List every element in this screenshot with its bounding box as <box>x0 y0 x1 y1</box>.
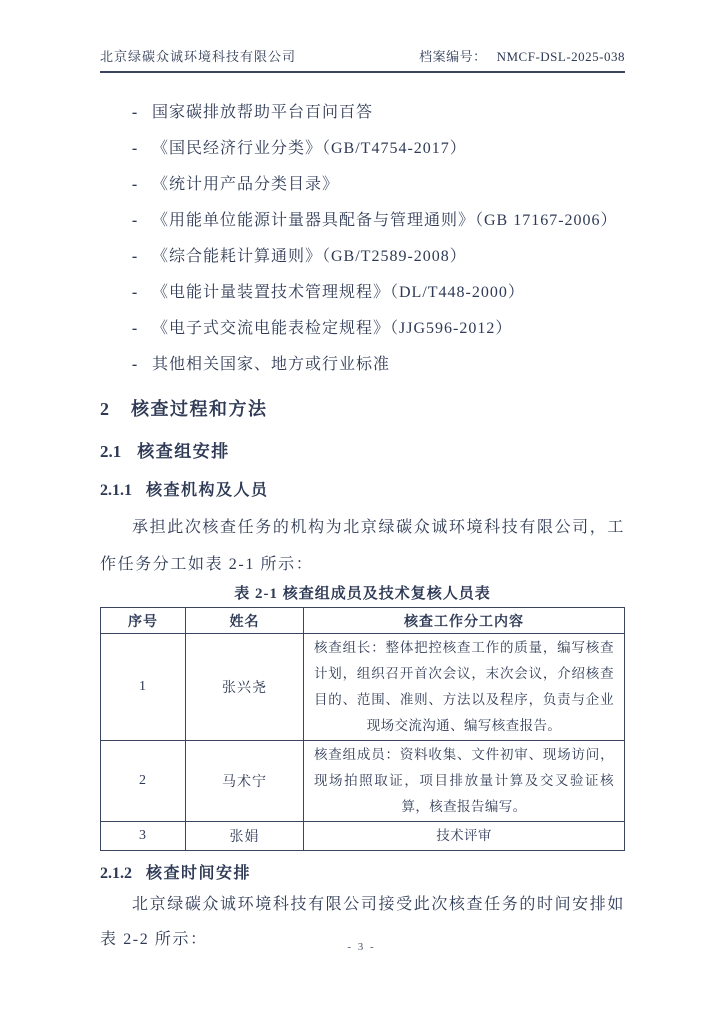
archive-number: NMCF-DSL-2025-038 <box>496 49 625 64</box>
dash-bullet: - <box>131 320 139 337</box>
column-header-name: 姓名 <box>186 608 304 634</box>
dash-bullet: - <box>131 176 139 193</box>
dash-bullet: - <box>131 212 139 229</box>
section-title: 核查机构及人员 <box>146 482 269 499</box>
reference-text: 《用能单位能源计量器具配备与管理通则》（GB 17167-2006） <box>152 212 618 229</box>
cell-name: 马术宁 <box>186 741 304 822</box>
cell-duty: 技术评审 <box>304 822 625 851</box>
company-name: 北京绿碳众诚环境科技有限公司 <box>100 49 297 64</box>
table-row <box>101 822 625 851</box>
reference-text: 国家碳排放帮助平台百问百答 <box>152 104 374 121</box>
reference-text: 《统计用产品分类目录》 <box>152 176 340 193</box>
list-item <box>100 311 625 347</box>
cell-no: 1 <box>101 634 186 741</box>
list-item <box>100 203 625 239</box>
list-item <box>100 167 625 203</box>
section-number: 2.1.2 <box>100 865 132 882</box>
reference-list <box>100 95 625 383</box>
cell-name: 张娟 <box>186 822 304 851</box>
table-row <box>101 741 625 822</box>
section-title: 核查时间安排 <box>146 865 252 882</box>
archive-info <box>419 46 625 65</box>
list-item <box>100 95 625 131</box>
section-heading-2-1 <box>100 440 625 463</box>
section-number: 2.1 <box>100 442 122 461</box>
body-paragraph: 承担此次核查任务的机构为北京绿碳众诚环境科技有限公司，工作任务分工如表 2-1 所示： <box>100 519 625 573</box>
dash-bullet: - <box>131 104 139 121</box>
cell-duty: 核查组长：整体把控核查工作的质量，编写核查计划，组织召开首次会议，末次会议，介绍核查目的、范围、准则、方法以及程序，负责与企业现场交流沟通、编写核查报告。 <box>304 634 625 741</box>
section-number: 2.1.1 <box>100 482 132 499</box>
list-item <box>100 239 625 275</box>
body-paragraph: 北京绿碳众诚环境科技有限公司接受此次核查任务的时间安排如表 2-2 所示： <box>100 896 625 948</box>
cell-name: 张兴尧 <box>186 634 304 741</box>
reference-text: 《国民经济行业分类》（GB/T4754-2017） <box>152 140 467 157</box>
column-header-duty: 核查工作分工内容 <box>304 608 625 634</box>
cell-no: 2 <box>101 741 186 822</box>
page-number: - 3 - <box>347 941 376 953</box>
reference-text: 《电能计量装置技术管理规程》（DL/T448-2000） <box>152 284 525 301</box>
list-item <box>100 131 625 167</box>
dash-bullet: - <box>131 140 139 157</box>
column-header-no: 序号 <box>101 608 186 634</box>
table-row <box>101 634 625 741</box>
dash-bullet: - <box>131 248 139 265</box>
reference-text: 《综合能耗计算通则》（GB/T2589-2008） <box>152 248 467 265</box>
list-item <box>100 275 625 311</box>
cell-no: 3 <box>101 822 186 851</box>
section-title: 核查组安排 <box>137 442 230 461</box>
page-content <box>100 46 625 957</box>
section-heading-2-1-2 <box>100 863 625 885</box>
section-heading-2 <box>100 397 625 421</box>
table-header-row <box>101 608 625 634</box>
cell-duty: 核查组成员：资料收集、文件初审、现场访问，现场拍照取证，项目排放量计算及交叉验证核算，核查报告编写。 <box>304 741 625 822</box>
table-caption: 表 2-1 核查组成员及技术复核人员表 <box>234 586 491 602</box>
section-title: 核查过程和方法 <box>131 399 268 419</box>
archive-label: 档案编号： <box>419 49 487 64</box>
dash-bullet: - <box>131 356 139 373</box>
verification-team-table <box>100 607 625 851</box>
section-heading-2-1-1 <box>100 480 625 502</box>
document-header <box>100 46 625 73</box>
reference-text: 《电子式交流电能表检定规程》（JJG596-2012） <box>152 320 513 337</box>
section-number: 2 <box>100 399 109 419</box>
reference-text: 其他相关国家、地方或行业标准 <box>152 356 391 373</box>
dash-bullet: - <box>131 284 139 301</box>
list-item <box>100 347 625 383</box>
